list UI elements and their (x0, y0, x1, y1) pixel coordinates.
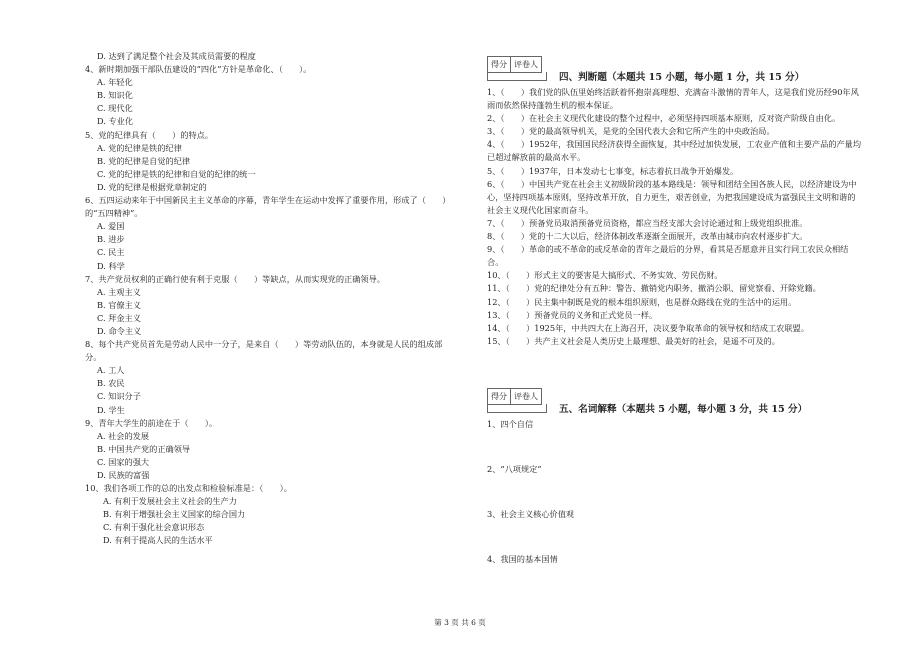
answer-option: B. 中国共产党的正确领导 (97, 443, 191, 454)
score-box-blank (487, 72, 547, 81)
answer-option: D. 学生 (97, 404, 125, 415)
question-text: 6、五四运动来年于中国新民主主义革命的序幕，青年学生在运动中发挥了重要作用，形成了（ ）的“五四精神”。 (85, 195, 451, 219)
left-column (85, 50, 457, 548)
answer-option: B. 进步 (97, 234, 125, 245)
answer-option: C. 民主 (97, 247, 125, 258)
answer-option: C. 国家的强大 (97, 456, 150, 467)
answer-option: A. 社会的发展 (97, 430, 150, 441)
answer-option: C. 知识分子 (97, 391, 141, 402)
score-label: 得分 (491, 60, 507, 69)
answer-option: C. 现代化 (97, 103, 133, 114)
term-item: 1、四个自信 (487, 418, 534, 429)
section5-items (487, 418, 863, 598)
answer-option: D. 有利于提高人民的生活水平 (103, 535, 213, 546)
judgment-item: 4、（ ）1952年，我国国民经济获得全面恢复，其中经过加快发展，工农业产值和主要产品的产量均已超过解放前的最高水平。 (487, 139, 862, 163)
judgment-item: 3、（ ）党的最高领导机关，是党的全国代表大会和它所产生的中央政治局。 (487, 126, 775, 137)
answer-option: A. 年轻化 (97, 77, 133, 88)
term-item: 4、我国的基本国情 (487, 553, 558, 564)
section5-title: 五、名词解释（本题共 5 小题，每小题 3 分，共 15 分） (559, 403, 808, 415)
right-column (487, 56, 863, 598)
answer-option: A. 主观主义 (97, 286, 141, 297)
judgment-item: 1、（ ）我们党的队伍里始终活跃着怀抱崇高理想、充满奋斗激情的青年人，这是我们党历经90年风雨而依然保持蓬勃生机的根本保证。 (487, 87, 859, 111)
answer-option: B. 农民 (97, 378, 125, 389)
question-text: 7、共产党员权利的正确行使有利于克服（ ）等缺点，从而实现党的正确领导。 (85, 273, 385, 284)
judgment-item: 7、（ ）预备党员取消预备党员资格，都应当经支部大会讨论通过和上级党组织批准。 (487, 217, 808, 228)
page-footer: 第 3 页 共 6 页 (434, 618, 486, 627)
question-text: 10、我们各项工作的总的出发点和检验标准是：（ ）。 (85, 483, 292, 494)
answer-option: B. 党的纪律是自觉的纪律 (97, 155, 191, 166)
answer-option: D. 党的纪律是根据党章制定的 (97, 181, 207, 192)
question-text: 4、新时期加强干部队伍建设的“四化”方针是革命化、（ ）。 (85, 64, 312, 75)
answer-option: C. 党的纪律是铁的纪律和自觉的纪律的统一 (97, 168, 256, 179)
judgment-item: 6、（ ）中国共产党在社会主义初级阶段的基本路线是：领导和团结全国各族人民，以经济建设为中心，坚持四项基本原则，坚持改革开放，自力更生，艰苦创业，为把我国建设成为富强民主文明和谐的社会主义现代化国家而奋斗。 (487, 178, 857, 215)
answer-option: D. 民族的富强 (97, 470, 150, 480)
score-box (487, 56, 542, 73)
answer-option: D. 科学 (97, 260, 125, 271)
answer-option: C. 拜金主义 (97, 312, 141, 323)
judgment-item: 10、（ ）形式主义的要害是大搞形式、不务实效、劳民伤财。 (487, 270, 723, 281)
judgment-item: 13、（ ）预备党员的义务和正式党员一样。 (487, 309, 658, 320)
reviewer-label: 评卷人 (510, 389, 541, 404)
answer-option: D. 专业化 (97, 116, 134, 127)
answer-option: D. 达到了满足整个社会及其成员需要的程度 (97, 51, 256, 61)
section5-header (487, 388, 863, 414)
judgment-item: 15、（ ）共产主义社会是人类历史上最理想、最美好的社会，是遥不可及的。 (487, 335, 780, 346)
question-text: 5、党的纪律具有（ ）的特点。 (85, 129, 214, 140)
section4-items (487, 86, 863, 348)
judgment-item: 11、（ ）党的纪律处分有五种：警告、撤销党内职务、撤消公职、留党察看、开除党籍。 (487, 283, 821, 294)
answer-option: A. 有利于发展社会主义社会的生产力 (103, 496, 237, 507)
answer-option: A. 工人 (97, 365, 125, 376)
term-item: 3、社会主义核心价值观 (487, 508, 575, 519)
answer-option: B. 有利于增强社会主义国家的综合国力 (103, 509, 246, 520)
judgment-item: 2、（ ）在社会主义现代化建设的整个过程中，必须坚持四项基本原则，反对资产阶级自由化。 (487, 113, 841, 124)
judgment-item: 5、（ ）1937年，日本发动七七事变，标志着抗日战争开始爆发。 (487, 165, 739, 176)
answer-option: D. 命令主义 (97, 325, 142, 336)
judgment-item: 9、（ ）革命的或不革命的或反革命的青年之最后的分界，看其是否愿意并且实行同工农民众相结合。 (487, 244, 849, 268)
score-box-blank (487, 404, 547, 413)
judgment-item: 12、（ ）民主集中制既是党的根本组织原则，也是群众路线在党的生活中的运用。 (487, 296, 797, 307)
judgment-item: 14、（ ）1925年，中共四大在上海召开，决议要争取革命的领导权和结成工农联盟。 (487, 322, 809, 333)
question-text: 9、青年大学生的前途在于（ ）。 (85, 417, 218, 428)
answer-option: B. 官僚主义 (97, 299, 141, 310)
section4-header (487, 56, 863, 82)
question-text: 8、每个共产党员首先是劳动人民中一分子，是来自（ ）等劳动队伍的，本身就是人民的组成部分。 (85, 339, 443, 363)
answer-option: C. 有利于强化社会意识形态 (103, 522, 205, 533)
judgment-item: 8、（ ）党的十二大以后，经济体制改革逐渐全面展开，改革由城市向农村逐步扩大。 (487, 231, 808, 242)
spacer (487, 348, 863, 388)
answer-option: A. 党的纪律是铁的纪律 (97, 142, 182, 153)
reviewer-label: 评卷人 (510, 57, 541, 72)
score-label: 得分 (491, 391, 507, 401)
score-box (487, 388, 542, 405)
answer-option: A. 爱国 (97, 221, 125, 232)
answer-option: B. 知识化 (97, 90, 133, 101)
section4-title: 四、判断题（本题共 15 小题，每小题 1 分，共 15 分） (559, 72, 805, 83)
term-item: 2、“八项规定” (487, 463, 542, 474)
